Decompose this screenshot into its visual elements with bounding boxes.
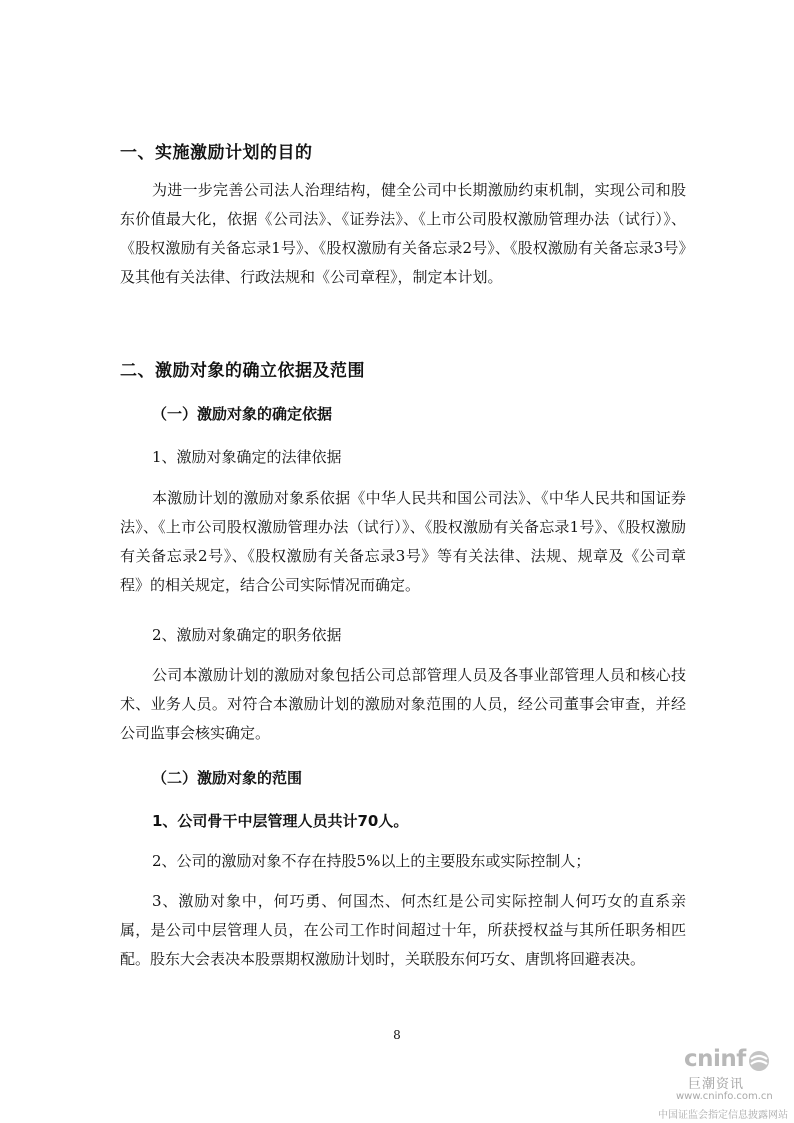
legal-basis-paragraph: 本激励计划的激励对象系依据《中华人民共和国公司法》、《中华人民共和国证券法》、《上市公司股权激励管理办法（试行）》、《股权激励有关备忘录1号》、《股权激励有关备忘录2号》、《股权激励有关备忘录3号》等有关法律、法规、规章及《公司章程》的相关规定，结合公司实际情况而确定。 xyxy=(120,489,686,594)
logo-chinese-name: 巨潮资讯 xyxy=(688,1077,745,1092)
item-no-major-holders: 2、公司的激励对象不存在持股5%以上的主要股东或实际控制人； xyxy=(152,852,591,870)
position-basis-paragraph: 公司本激励计划的激励对象包括公司总部管理人员及各事业部管理人员和核心技术、业务人员。对符合本激励计划的激励对象范围的人员，经公司董事会审查，并经公司监事会核实确定。 xyxy=(120,666,686,742)
item-managers-count: 1、公司骨干中层管理人员共计70人。 xyxy=(152,812,409,830)
cninfo-watermark-logo xyxy=(658,1046,794,1123)
purpose-paragraph: 为进一步完善公司法人治理结构，健全公司中长期激励约束机制，实现公司和股东价值最大化，依据《公司法》、《证券法》、《上市公司股权激励管理办法（试行）》、《股权激励有关备忘录1号》、《股权激励有关备忘录2号》、《股权激励有关备忘录3号》及其他有关法律、行政法规和《公司章程》，制定本计划。 xyxy=(120,181,686,286)
page-number: 8 xyxy=(393,1028,401,1042)
subsection-heading-scope: （二）激励对象的范围 xyxy=(152,769,303,787)
related-persons-paragraph: 3、激励对象中，何巧勇、何国杰、何杰红是公司实际控制人何巧女的直系亲属，是公司中层管理人员，在公司工作时间超过十年，所获授权益与其所任职务相匹配。股东大会表决本股票期权激励计划时，关联股东何巧女、唐凯将回避表决。 xyxy=(120,892,686,968)
logo-brand-text: cninf xyxy=(684,1046,746,1072)
item-legal-basis: 1、激励对象确定的法律依据 xyxy=(152,448,342,466)
logo-tagline: 中国证监会指定信息披露网站 xyxy=(658,1110,788,1121)
section-heading-purpose: 一、实施激励计划的目的 xyxy=(120,143,313,163)
logo-url: www.cninfo.com.cn xyxy=(676,1091,773,1102)
subsection-heading-basis: （一）激励对象的确定依据 xyxy=(152,405,333,423)
section-heading-eligibility: 二、激励对象的确立依据及范围 xyxy=(120,361,365,381)
logo-swirl-icon xyxy=(748,1050,770,1072)
item-position-basis: 2、激励对象确定的职务依据 xyxy=(152,626,342,644)
